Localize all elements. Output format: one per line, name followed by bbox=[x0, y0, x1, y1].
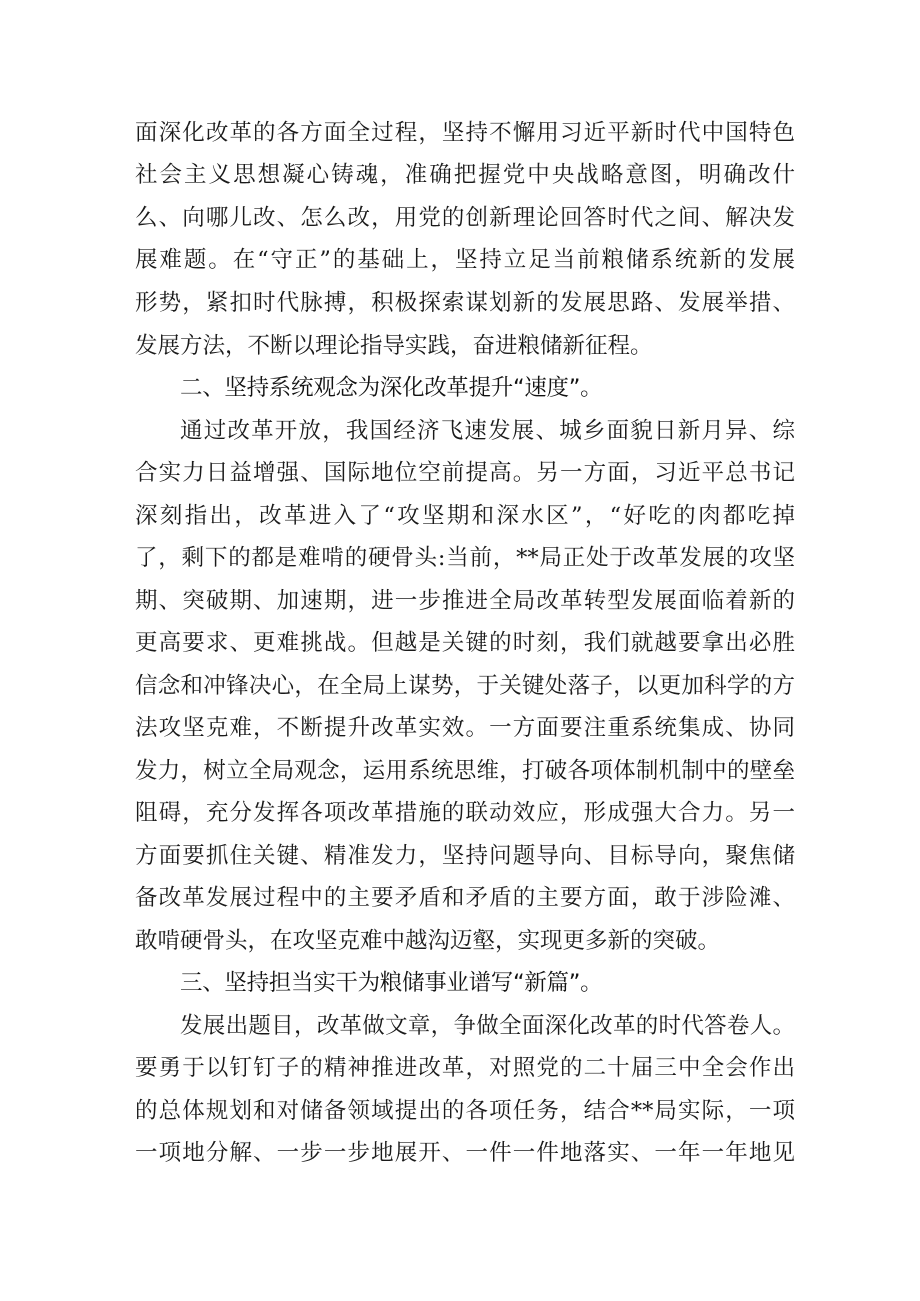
paragraph-line: 么、向哪儿改、怎么改，用党的创新理论回答时代之间、解决发 bbox=[135, 205, 795, 231]
paragraph-line: 一项地分解、一步一步地展开、一件一件地落实、一年一年地见 bbox=[135, 1140, 795, 1166]
paragraph-line: 方面要抓住关键、精准发力，坚持问题导向、目标导向，聚焦储 bbox=[135, 843, 795, 869]
paragraph-line: 信念和冲锋决心，在全局上谋势，于关键处落子，以更加科学的方 bbox=[135, 673, 795, 699]
paragraph-line: 深刻指出，改革进入了“攻坚期和深水区”，“好吃的肉都吃掉 bbox=[135, 503, 795, 529]
paragraph-line: 了，剩下的都是难啃的硬骨头:当前，**局正处于改革发展的攻坚 bbox=[135, 545, 795, 571]
paragraph-line: 合实力日益增强、国际地位空前提高。另一方面，习近平总书记 bbox=[135, 460, 795, 486]
paragraph-line: 形势，紧扣时代脉搏，积极探索谋划新的发展思路、发展举措、 bbox=[135, 290, 795, 316]
paragraph-line: 发展出题目，改革做文章，争做全面深化改革的时代答卷人。 bbox=[180, 1013, 795, 1039]
paragraph-line: 展难题。在“守正”的基础上，坚持立足当前粮储系统新的发展 bbox=[135, 247, 795, 273]
paragraph-line: 发力，树立全局观念，运用系统思维，打破各项体制机制中的壁垒 bbox=[135, 758, 795, 784]
paragraph-line: 阻碍，充分发挥各项改革措施的联动效应，形成强大合力。另一 bbox=[135, 800, 795, 826]
paragraph-line: 法攻坚克难，不断提升改革实效。一方面要注重系统集成、协同 bbox=[135, 715, 795, 741]
paragraph-line: 要勇于以钉钉子的精神推进改革，对照党的二十届三中全会作出 bbox=[135, 1055, 795, 1081]
paragraph-line: 的总体规划和对储备领域提出的各项任务，结合**局实际，一项 bbox=[135, 1098, 795, 1124]
section-heading-2: 二、坚持系统观念为深化改革提升“速度”。 bbox=[180, 375, 603, 401]
paragraph-line: 敢啃硬骨头，在攻坚克难中越沟迈壑，实现更多新的突破。 bbox=[135, 928, 721, 954]
paragraph-line: 期、突破期、加速期，进一步推进全局改革转型发展面临着新的 bbox=[135, 588, 795, 614]
section-heading-3: 三、坚持担当实干为粮储事业谱写“新篇”。 bbox=[180, 970, 603, 996]
paragraph-line: 社会主义思想凝心铸魂，准确把握党中央战略意图，明确改什 bbox=[135, 162, 795, 188]
paragraph-line: 通过改革开放，我国经济飞速发展、城乡面貌日新月异、综 bbox=[180, 418, 795, 444]
paragraph-line: 面深化改革的各方面全过程，坚持不懈用习近平新时代中国特色 bbox=[135, 120, 795, 146]
paragraph-line: 备改革发展过程中的主要矛盾和矛盾的主要方面，敢于涉险滩、 bbox=[135, 885, 795, 911]
paragraph-line: 发展方法，不断以理论指导实践，奋进粮储新征程。 bbox=[135, 333, 653, 359]
paragraph-line: 更高要求、更难挑战。但越是关键的时刻，我们就越要拿出必胜 bbox=[135, 630, 795, 656]
